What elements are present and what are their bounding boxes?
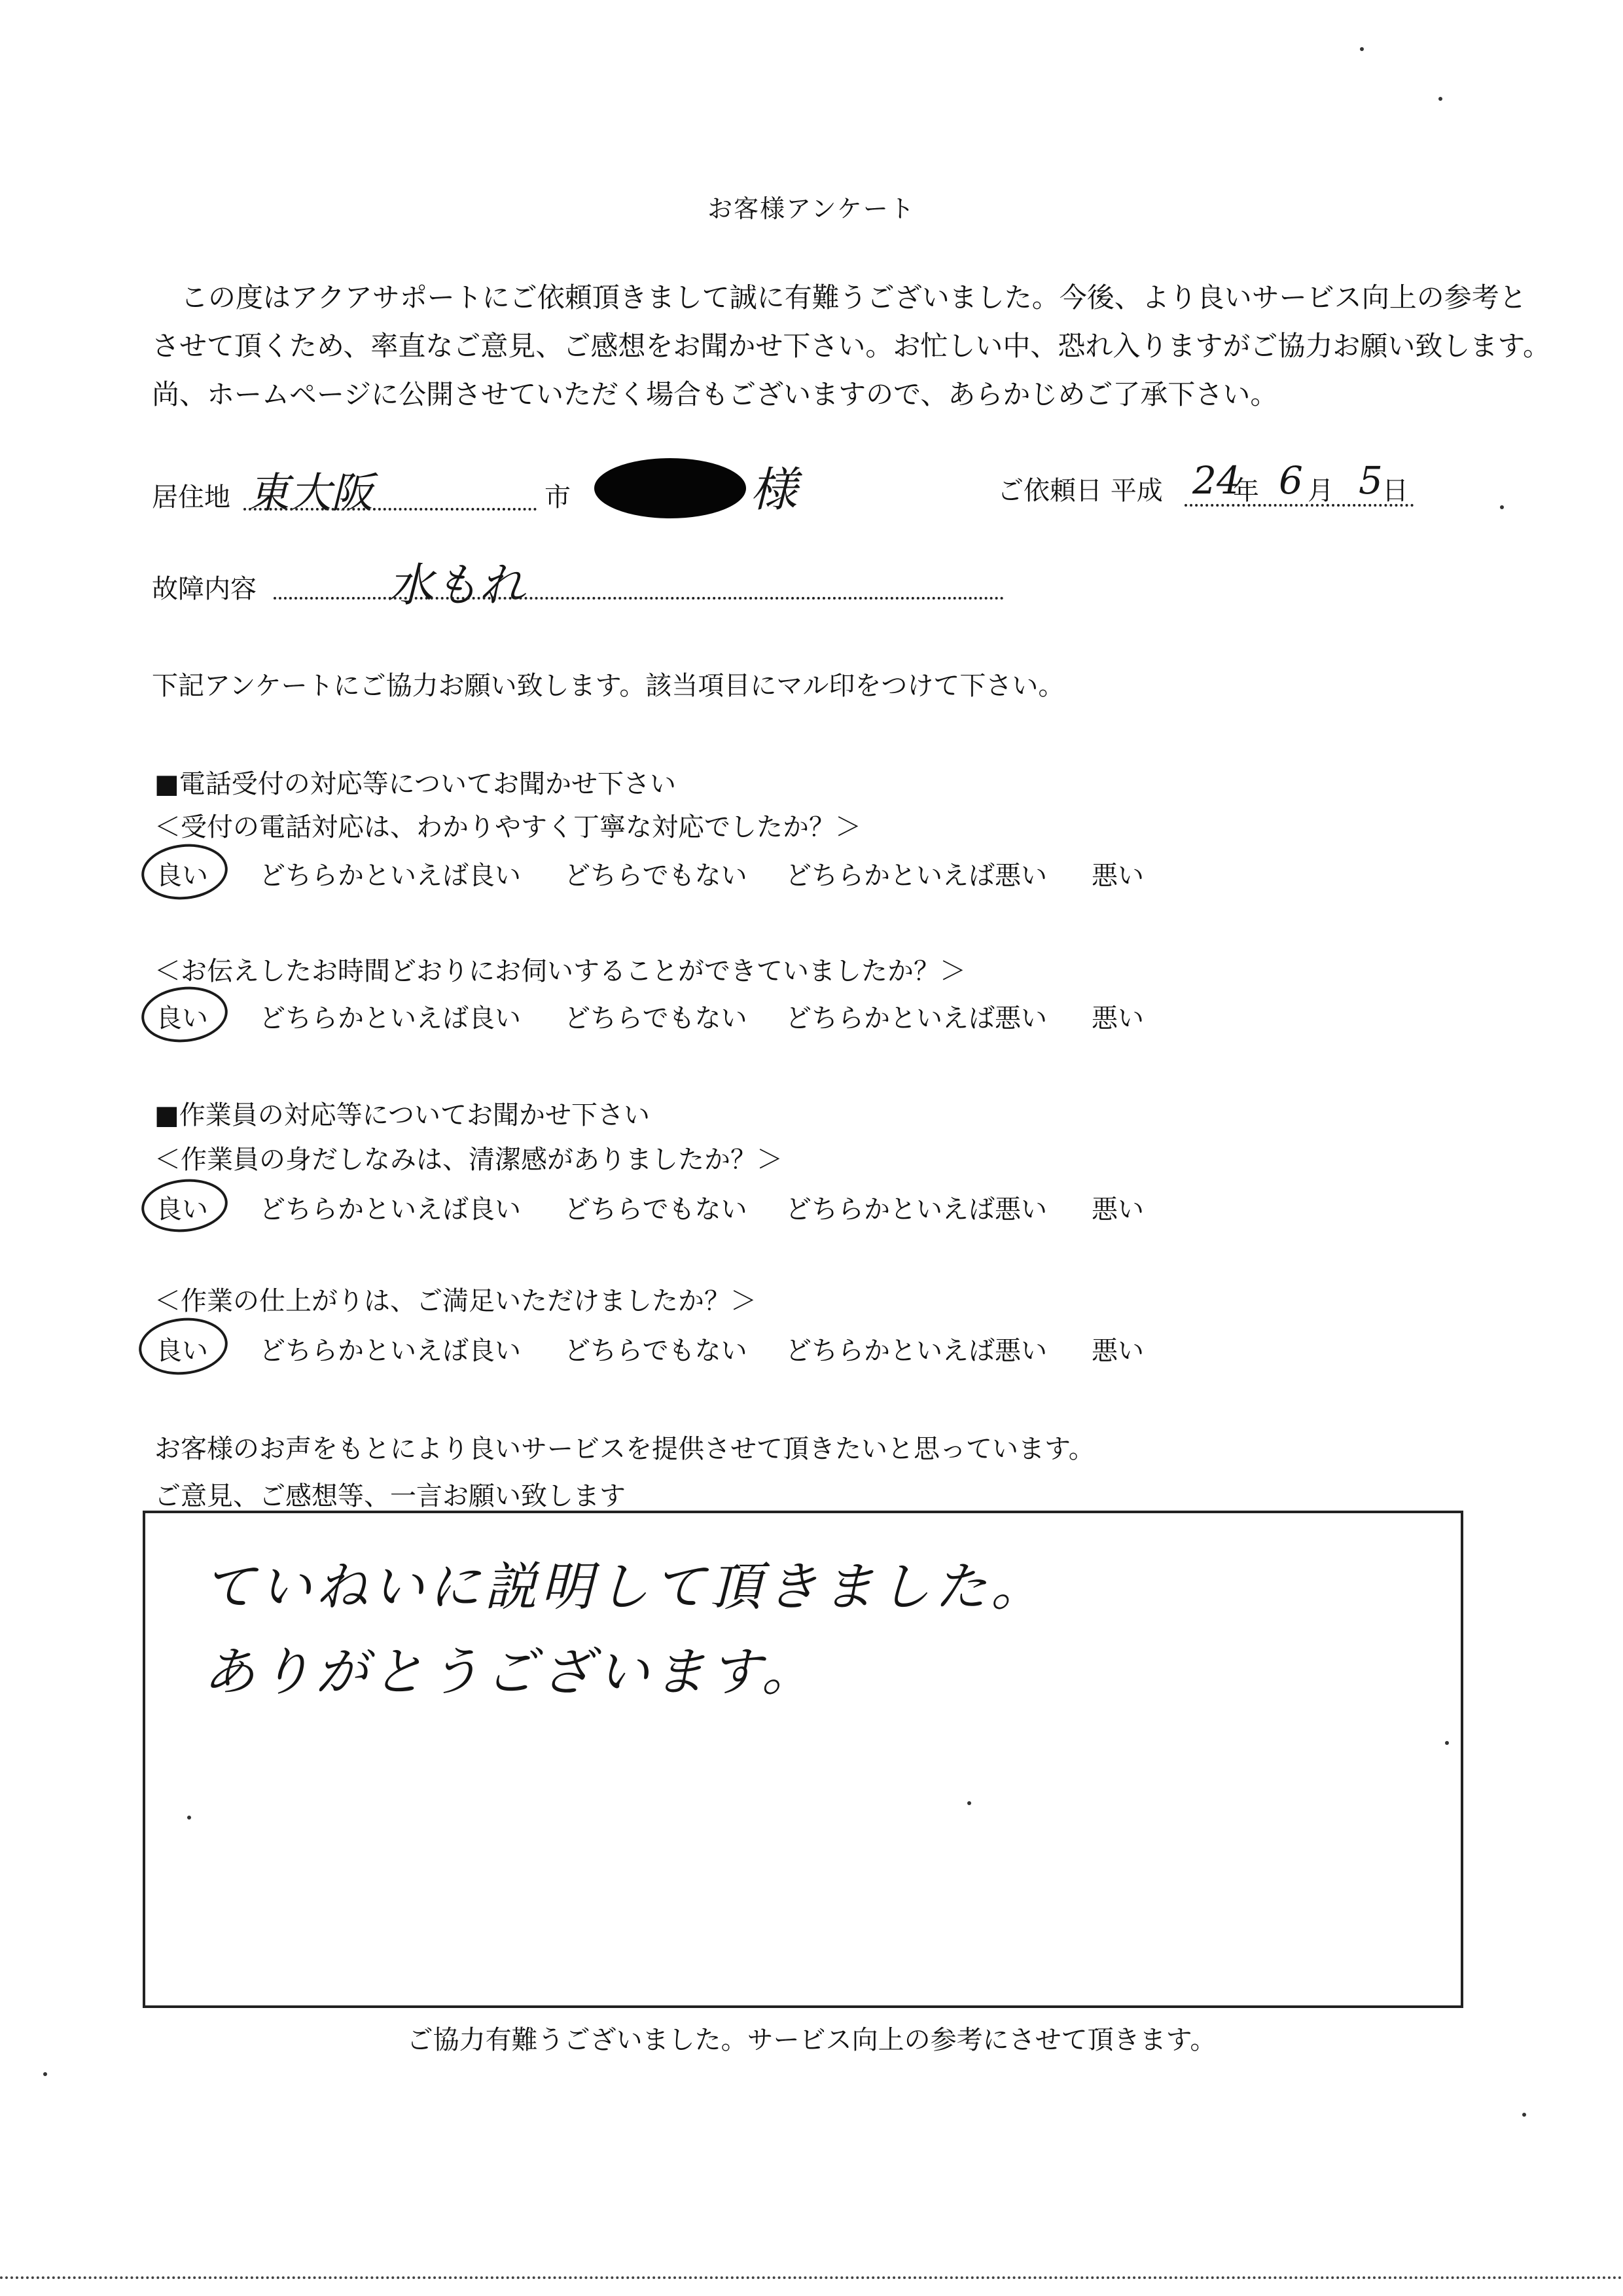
option-somewhat-bad[interactable]: どちらかといえば悪い <box>785 1194 1047 1225</box>
survey-title: お客様アンケート <box>707 194 916 223</box>
scan-speck <box>1360 47 1364 51</box>
option-good[interactable]: 良い <box>156 1336 208 1366</box>
option-somewhat-good[interactable]: どちらかといえば良い <box>259 861 521 891</box>
residence-underline <box>243 508 537 511</box>
date-underline <box>1185 504 1414 507</box>
request-month-value[interactable]: 6 <box>1279 458 1303 503</box>
option-somewhat-good[interactable]: どちらかといえば良い <box>259 1003 521 1033</box>
option-bad[interactable]: 悪い <box>1092 1194 1144 1225</box>
option-bad[interactable]: 悪い <box>1092 1336 1144 1366</box>
survey-instruction: 下記アンケートにご協力お願い致します。該当項目にマル印をつけて下さい。 <box>152 671 1065 701</box>
option-bad[interactable]: 悪い <box>1092 861 1144 891</box>
residence-value[interactable]: 東大阪 <box>247 469 373 518</box>
scan-speck <box>1522 2113 1526 2117</box>
option-bad[interactable]: 悪い <box>1092 1003 1144 1033</box>
scan-speck <box>1438 97 1442 101</box>
question-phone-politeness: ＜受付の電話対応は、わかりやすく丁寧な対応でしたか？＞ <box>154 812 861 842</box>
fault-value[interactable]: 水もれ <box>387 558 525 612</box>
option-neutral[interactable]: どちらでもない <box>564 1336 747 1366</box>
scan-speck <box>43 2072 47 2076</box>
option-somewhat-bad[interactable]: どちらかといえば悪い <box>785 1003 1047 1033</box>
intro-line: させて頂くため、率直なご意見、ご感想をお聞かせ下さい。お忙しい中、恐れ入りますがご協力お願い致します。 <box>152 330 1550 362</box>
scan-speck <box>1445 1741 1449 1745</box>
section-heading-worker: ■作業員の対応等についてお聞かせ下さい <box>154 1100 650 1130</box>
option-good[interactable]: 良い <box>156 861 208 891</box>
scan-speck <box>1500 505 1504 509</box>
comment-text-line: ていねいに説明して頂きました。 <box>203 1556 1047 1617</box>
city-label: 市 <box>544 482 571 512</box>
comment-prompt: ご意見、ご感想等、一言お願い致します <box>154 1481 626 1511</box>
question-work-finish: ＜作業の仕上がりは、ご満足いただけましたか？＞ <box>154 1286 757 1316</box>
section-heading-phone: ■電話受付の対応等についてお聞かせ下さい <box>154 769 676 799</box>
closing-line: お客様のお声をもとにより良いサービスを提供させて頂きたいと思っています。 <box>154 1434 1095 1464</box>
question-worker-appearance: ＜作業員の身だしなみは、清潔感がありましたか？＞ <box>154 1145 783 1175</box>
request-date-label: ご依頼日 平成 <box>997 476 1163 506</box>
option-good[interactable]: 良い <box>156 1003 208 1033</box>
option-somewhat-bad[interactable]: どちらかといえば悪い <box>785 861 1047 891</box>
intro-paragraph <box>152 274 1550 419</box>
scan-speck <box>187 1816 191 1820</box>
scan-speck <box>967 1801 971 1805</box>
fault-underline <box>274 597 1004 600</box>
comment-text-line: ありがとうございます。 <box>203 1641 818 1702</box>
option-neutral[interactable]: どちらでもない <box>564 861 747 891</box>
month-label: 月 <box>1308 476 1334 506</box>
honorific: 様 <box>750 462 798 517</box>
option-good[interactable]: 良い <box>156 1194 208 1225</box>
bottom-rule <box>0 2276 1623 2279</box>
intro-line: 尚、ホームページに公開させていただく場合もございますので、あらかじめご了承下さい。 <box>152 378 1278 410</box>
year-label: 年 <box>1233 476 1259 506</box>
option-neutral[interactable]: どちらでもない <box>564 1194 747 1225</box>
question-arrival-time: ＜お伝えしたお時間どおりにお伺いすることができていましたか？＞ <box>154 956 966 986</box>
day-label: 日 <box>1382 476 1408 506</box>
option-somewhat-good[interactable]: どちらかといえば良い <box>259 1194 521 1225</box>
intro-line: この度はアクアサポートにご依頼頂きまして誠に有難うございました。今後、より良いサービス向上の参考と <box>181 281 1527 314</box>
footer-thanks: ご協力有難うございました。サービス向上の参考にさせて頂きます。 <box>406 2025 1217 2055</box>
residence-label: 居住地 <box>152 482 230 512</box>
option-neutral[interactable]: どちらでもない <box>564 1003 747 1033</box>
fault-label: 故障内容 <box>152 574 257 604</box>
redaction-mark <box>594 458 746 518</box>
request-day-value[interactable]: 5 <box>1359 458 1383 503</box>
option-somewhat-bad[interactable]: どちらかといえば悪い <box>785 1336 1047 1366</box>
option-somewhat-good[interactable]: どちらかといえば良い <box>259 1336 521 1366</box>
request-year-value[interactable]: 24 <box>1192 458 1241 503</box>
